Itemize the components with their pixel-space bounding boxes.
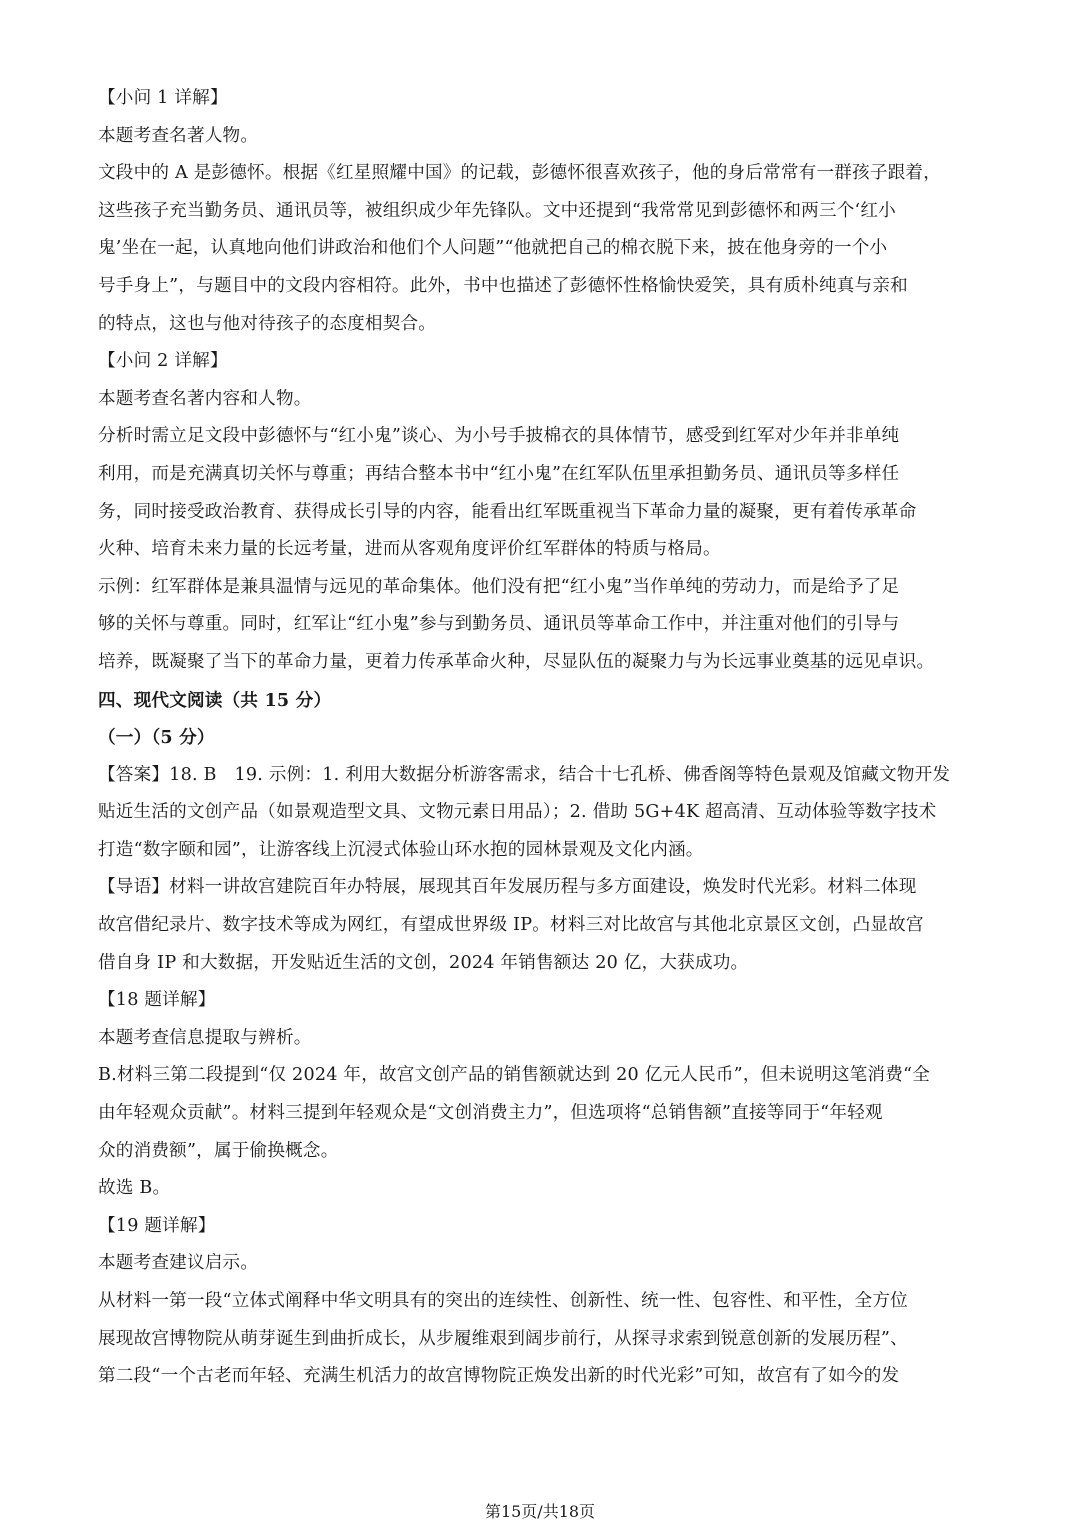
text-line: 贴近生活的文创产品（如景观造型文具、文物元素日用品）；2. 借助 5G+4K 超高清、互动体验等数字技术: [98, 802, 937, 823]
text-line: 【19 题详解】: [98, 1215, 216, 1236]
text-line: 本题考查信息提取与辨析。: [98, 1027, 312, 1048]
text-line: 文段中的 A 是彭德怀。根据《红星照耀中国》的记载，彭德怀很喜欢孩子，他的身后常常有一群孩子跟着，: [98, 163, 942, 184]
text-line: 故宫借纪录片、数字技术等成为网红，有望成世界级 IP。材料三对比故宫与其他北京景区文创，凸显故宫: [98, 915, 924, 936]
page-content: [98, 80, 982, 1396]
text-line: 【导语】材料一讲故宫建院百年办特展，展现其百年发展历程与多方面建设，焕发时代光彩。材料二体现: [98, 877, 917, 898]
text-line: 本题考查名著内容和人物。: [98, 388, 312, 409]
text-line: 【小问 1 详解】: [98, 88, 228, 108]
text-line: 打造“数字颐和园”，让游客线上沉浸式体验山环水抱的园林景观及文化内涵。: [98, 839, 704, 860]
text-line: 第二段“一个古老而年轻、充满生机活力的故宫博物院正焕发出新的时代光彩”可知，故宫有了如今的发: [98, 1366, 900, 1387]
text-line: 火种、培育未来力量的长远考量，进而从客观角度评价红军群体的特质与格局。: [98, 539, 721, 560]
text-line: 利用，而是充满真切关怀与尊重；再结合整本书中“红小鬼”在红军队伍里承担勤务员、通讯员等多样任: [98, 463, 900, 484]
text-line: 的特点，这也与他对待孩子的态度相契合。: [98, 313, 437, 334]
page-number: 第15页/共18页: [484, 1502, 596, 1521]
text-line: 【小问 2 详解】: [98, 351, 228, 372]
text-line: 分析时需立足文段中彭德怀与“红小鬼”谈心、为小号手披棉衣的具体情节，感受到红军对少年并非单纯: [98, 426, 900, 447]
text-line: 【18 题详解】: [98, 990, 216, 1011]
section-heading: 四、现代文阅读（共 15 分）: [98, 689, 332, 711]
text-line: 本题考查名著人物。: [98, 125, 259, 146]
text-line: 这些孩子充当勤务员、通讯员等，被组织成少年先锋队。文中还提到“我常常见到彭德怀和两三个‘红小: [98, 200, 896, 221]
text-line: 由年轻观众贡献”。材料三提到年轻观众是“文创消费主力”，但选项将“总销售额”直接等同于“年轻观: [98, 1103, 883, 1124]
text-line: 【答案】18. B 19. 示例：1. 利用大数据分析游客需求，结合十七孔桥、佛香阁等特色景观及馆藏文物开发: [98, 764, 951, 785]
text-line: 借自身 IP 和大数据，开发贴近生活的文创，2024 年销售额达 20 亿，大获成功。: [98, 952, 749, 973]
text-line: 务，同时接受政治教育、获得成长引导的内容，能看出红军既重视当下革命力量的凝聚，更有着传承革命: [98, 501, 917, 522]
subsection-heading: （一）（5 分）: [98, 727, 215, 749]
text-line: 从材料一第一段“立体式阐释中华文明具有的突出的连续性、创新性、统一性、包容性、和平性，全方位: [98, 1291, 908, 1311]
text-line: 示例：红军群体是兼具温情与远见的革命集体。他们没有把“红小鬼”当作单纯的劳动力，而是给予了足: [98, 576, 900, 597]
text-line: 故选 B。: [98, 1178, 171, 1199]
text-line: 本题考查建议启示。: [98, 1253, 259, 1274]
text-line: B.材料三第二段提到“仅 2024 年，故宫文创产品的销售额就达到 20 亿元人民币”，但未说明这笔消费“全: [98, 1065, 930, 1086]
text-line: 众的消费额”，属于偷换概念。: [98, 1140, 339, 1161]
text-line: 展现故宫博物院从萌芽诞生到曲折成长，从步履维艰到阔步前行，从探寻求索到锐意创新的发展历程”、: [98, 1328, 908, 1349]
text-line: 培养，既凝聚了当下的革命力量，更着力传承革命火种，尽显队伍的凝聚力与为长远事业奠基的远见卓识。: [98, 651, 935, 672]
text-line: 号手身上”，与题目中的文段内容相符。此外，书中也描述了彭德怀性格愉快爱笑，具有质朴纯真与亲和: [98, 275, 908, 296]
text-line: 够的关怀与尊重。同时，红军让“红小鬼”参与到勤务员、通讯员等革命工作中，并注重对他们的引导与: [98, 614, 900, 635]
text-line: 鬼’坐在一起，认真地向他们讲政治和他们个人问题”“他就把自己的棉衣脱下来，披在他身旁的一个小: [98, 238, 888, 259]
